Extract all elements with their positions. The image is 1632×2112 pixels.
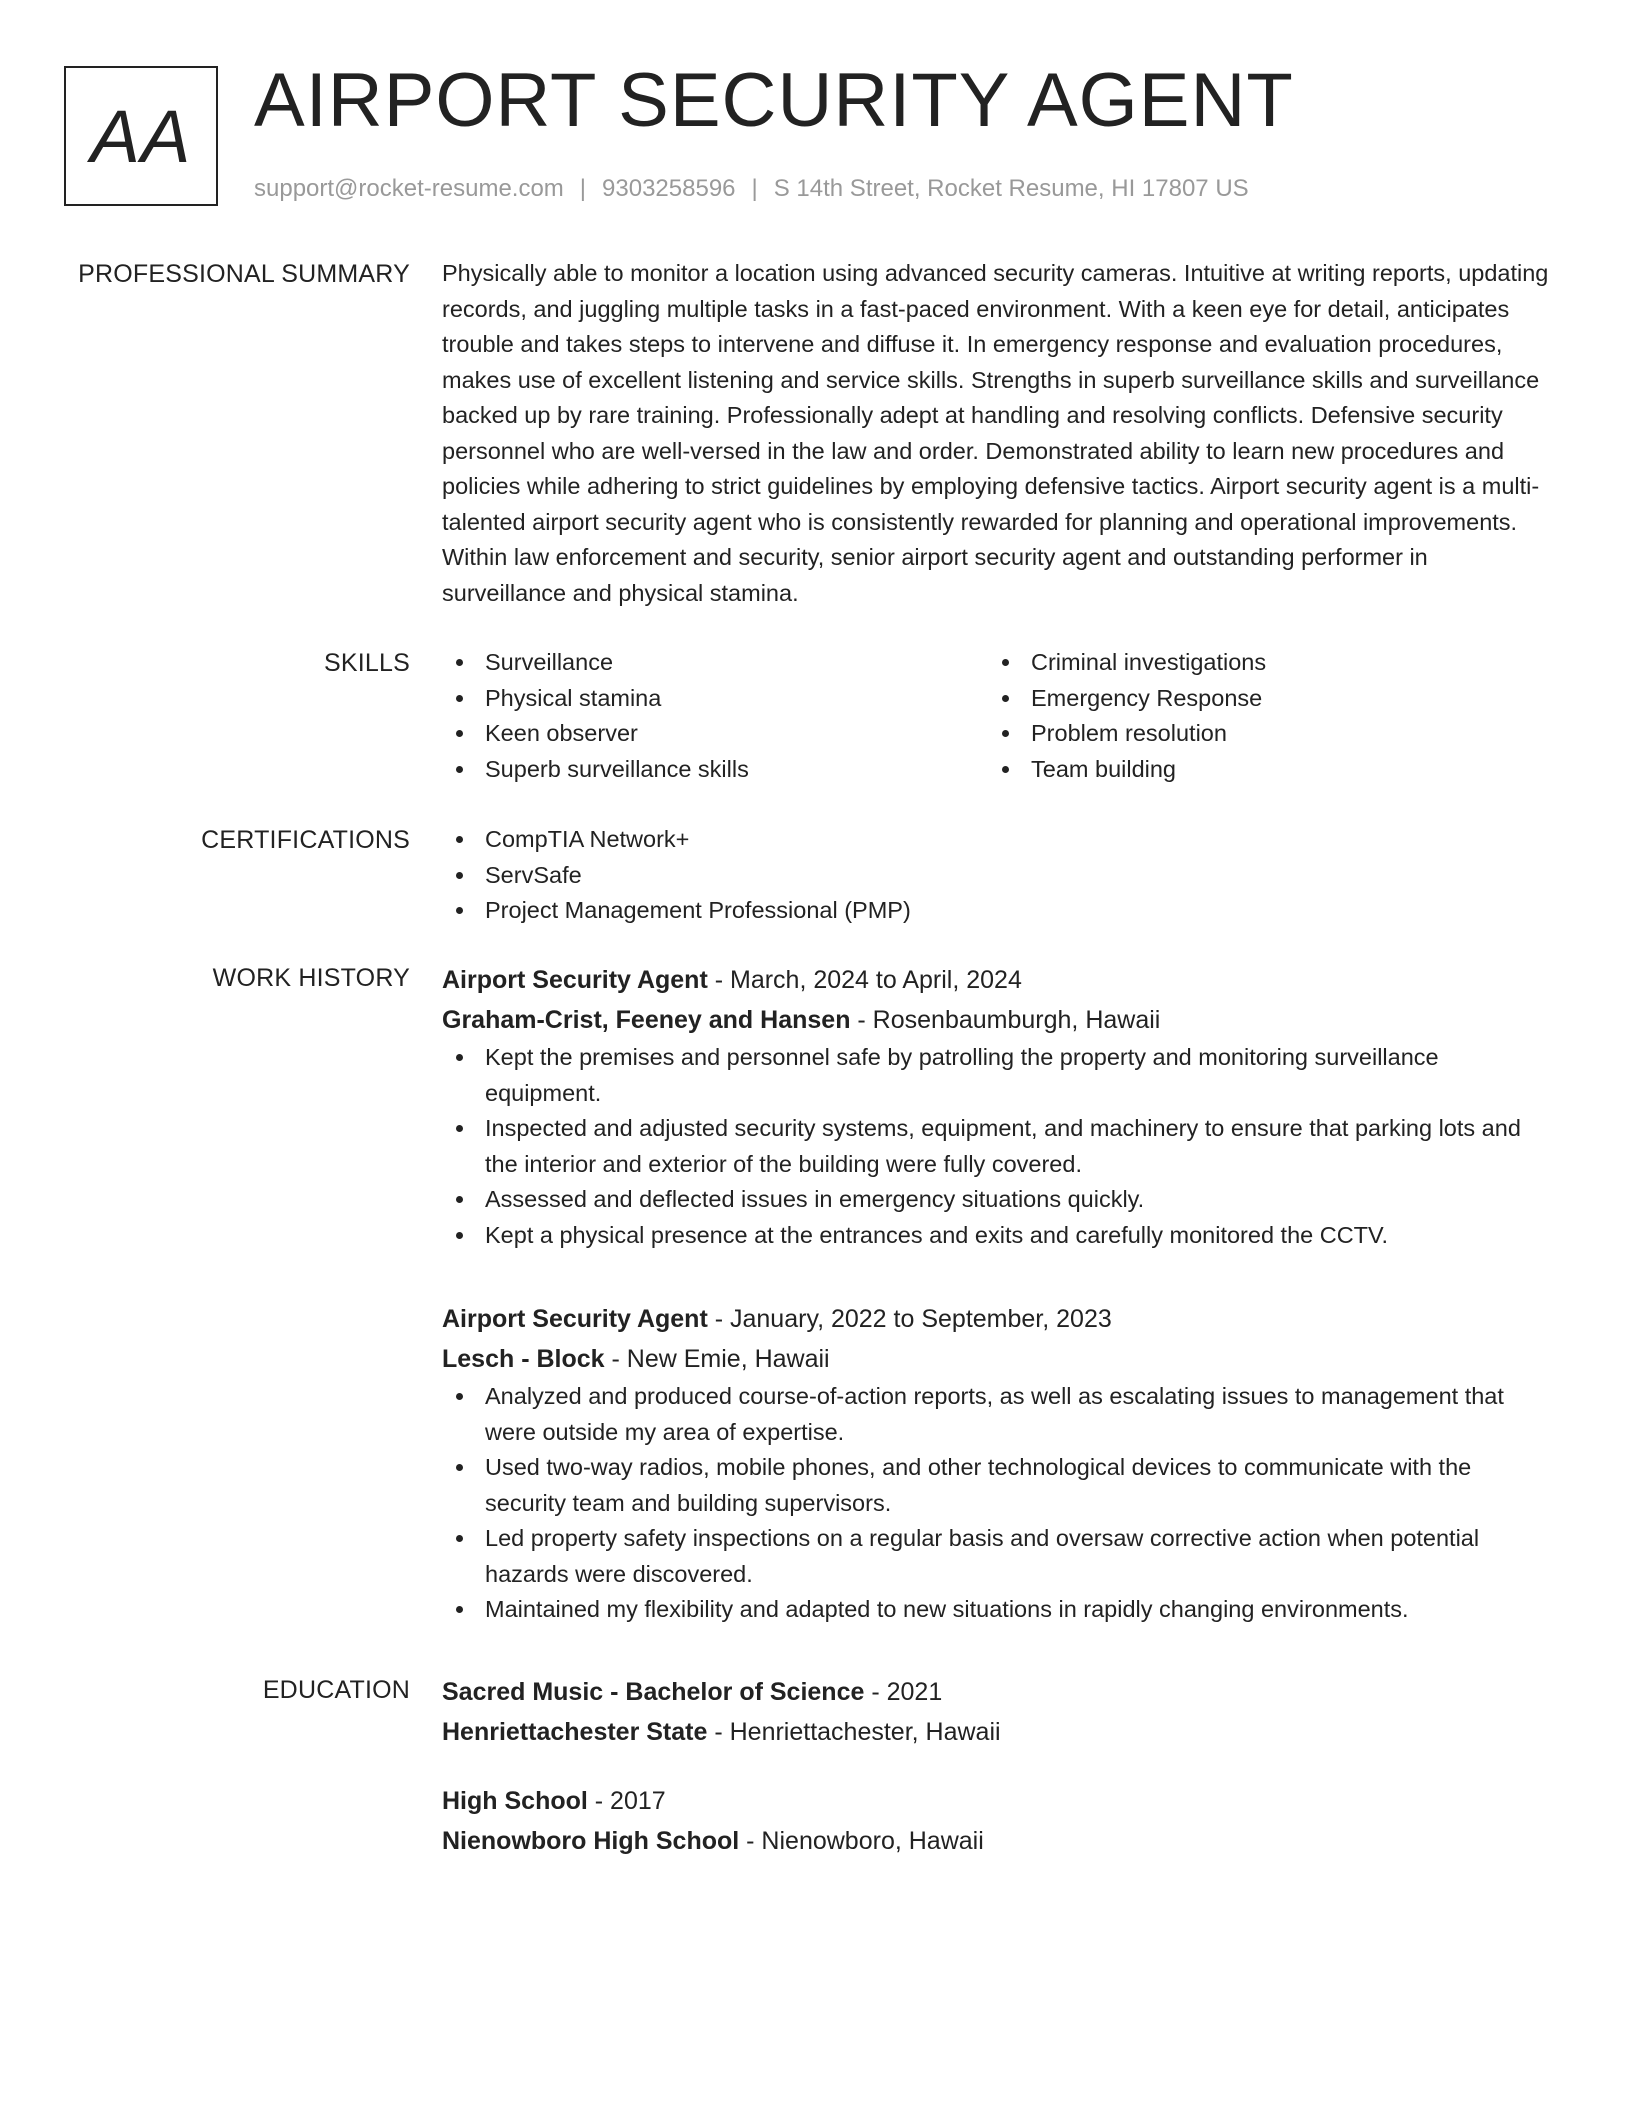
certification-item: ServSafe [442, 858, 1542, 894]
skill-item: Emergency Response [988, 681, 1508, 717]
job-duty: Used two-way radios, mobile phones, and other technological devices to communicate with the security team and building supervisors. [442, 1450, 1542, 1521]
education-year: - 2021 [864, 1678, 943, 1706]
monogram-initials: AA [90, 94, 192, 178]
skill-item: Team building [988, 752, 1508, 788]
job-duty: Kept the premises and personnel safe by patrolling the property and monitoring surveillance equipment. [442, 1040, 1542, 1111]
job-duties-list [442, 1040, 1542, 1253]
certification-item: CompTIA Network+ [442, 822, 1542, 858]
education-degree: High School [442, 1787, 588, 1815]
education-degree-line [442, 1781, 1542, 1821]
education-entry [442, 1672, 1542, 1752]
contact-separator: | [751, 175, 758, 202]
skill-item: Criminal investigations [988, 645, 1508, 681]
job-entry [442, 960, 1542, 1253]
skills-list-left [442, 645, 962, 787]
skills-list-right [988, 645, 1508, 787]
job-duty: Led property safety inspections on a regular basis and oversaw corrective action when potential hazards were discovered. [442, 1521, 1542, 1592]
work-history-heading: WORK HISTORY [212, 964, 410, 992]
education-school: Henriettachester State [442, 1718, 708, 1746]
education-heading: EDUCATION [262, 1676, 410, 1704]
job-duty: Analyzed and produced course-of-action reports, as well as escalating issues to management that were outside my area of expertise. [442, 1379, 1542, 1450]
job-duty: Kept a physical presence at the entrances and exits and carefully monitored the CCTV. [442, 1218, 1542, 1254]
job-duties-list [442, 1379, 1542, 1628]
resume-title: AIRPORT SECURITY AGENT [254, 58, 1294, 143]
certifications-heading: CERTIFICATIONS [201, 826, 410, 854]
education-degree: Sacred Music - Bachelor of Science [442, 1678, 865, 1706]
job-duty: Maintained my flexibility and adapted to new situations in rapidly changing environments. [442, 1592, 1542, 1628]
job-duty: Assessed and deflected issues in emergency situations quickly. [442, 1182, 1542, 1218]
education-school: Nienowboro High School [442, 1827, 740, 1855]
job-title: Airport Security Agent [442, 966, 708, 994]
job-company-line [442, 1000, 1542, 1040]
job-duty: Inspected and adjusted security systems, equipment, and machinery to ensure that parking lots and the interior and exterior of the building were fully covered. [442, 1111, 1542, 1182]
skill-item: Surveillance [442, 645, 962, 681]
contact-line [254, 172, 1249, 206]
job-location: - Rosenbaumburgh, Hawaii [850, 1006, 1161, 1034]
job-title: Airport Security Agent [442, 1305, 708, 1333]
job-dates: - March, 2024 to April, 2024 [707, 966, 1022, 994]
job-location: - New Emie, Hawaii [604, 1345, 830, 1373]
summary-heading: PROFESSIONAL SUMMARY [78, 260, 410, 288]
certifications-list [442, 822, 1542, 929]
contact-email[interactable]: support@rocket-resume.com [254, 175, 564, 202]
skill-item: Problem resolution [988, 716, 1508, 752]
education-school-line [442, 1821, 1542, 1861]
skill-item: Superb surveillance skills [442, 752, 962, 788]
skill-item: Keen observer [442, 716, 962, 752]
job-company: Lesch - Block [442, 1345, 605, 1373]
certification-item: Project Management Professional (PMP) [442, 893, 1542, 929]
contact-separator: | [579, 175, 587, 202]
monogram-box [64, 66, 218, 206]
education-degree-line [442, 1672, 1542, 1712]
job-title-line [442, 1299, 1542, 1339]
job-dates: - January, 2022 to September, 2023 [707, 1305, 1112, 1333]
job-entry [442, 1299, 1542, 1628]
job-company-line [442, 1339, 1542, 1379]
education-entry [442, 1781, 1542, 1861]
education-location: - Nienowboro, Hawaii [739, 1827, 984, 1855]
job-company: Graham-Crist, Feeney and Hansen [442, 1006, 851, 1034]
education-location: - Henriettachester, Hawaii [707, 1718, 1001, 1746]
contact-address: S 14th Street, Rocket Resume, HI 17807 US [773, 175, 1249, 202]
skill-item: Physical stamina [442, 681, 962, 717]
skills-heading: SKILLS [324, 649, 410, 677]
contact-phone[interactable]: 9303258596 [602, 175, 736, 202]
education-school-line [442, 1712, 1542, 1752]
summary-paragraph: Physically able to monitor a location using advanced security cameras. Intuitive at writing reports, updating records, and juggling multiple tasks in a fast-paced environment. With a keen eye for detail, anticipates trouble and takes steps to intervene and diffuse it. In emergency response and evaluation procedures, makes use of excellent listening and service skills. Strengths in superb surveillance skills and surveillance backed up by rare training. Professionally adept at handling and resolving conflicts. Defensive security personnel who are well-versed in the law and order. Demonstrated ability to learn new procedures and policies while adhering to strict guidelines by employing defensive tactics. Airport security agent is a multi-talented airport security agent who is consistently rewarded for planning and operational improvements. Within law enforcement and security, senior airport security agent and outstanding performer in surveillance and physical stamina. [442, 260, 1549, 606]
job-title-line [442, 960, 1542, 1000]
education-year: - 2017 [587, 1787, 666, 1815]
